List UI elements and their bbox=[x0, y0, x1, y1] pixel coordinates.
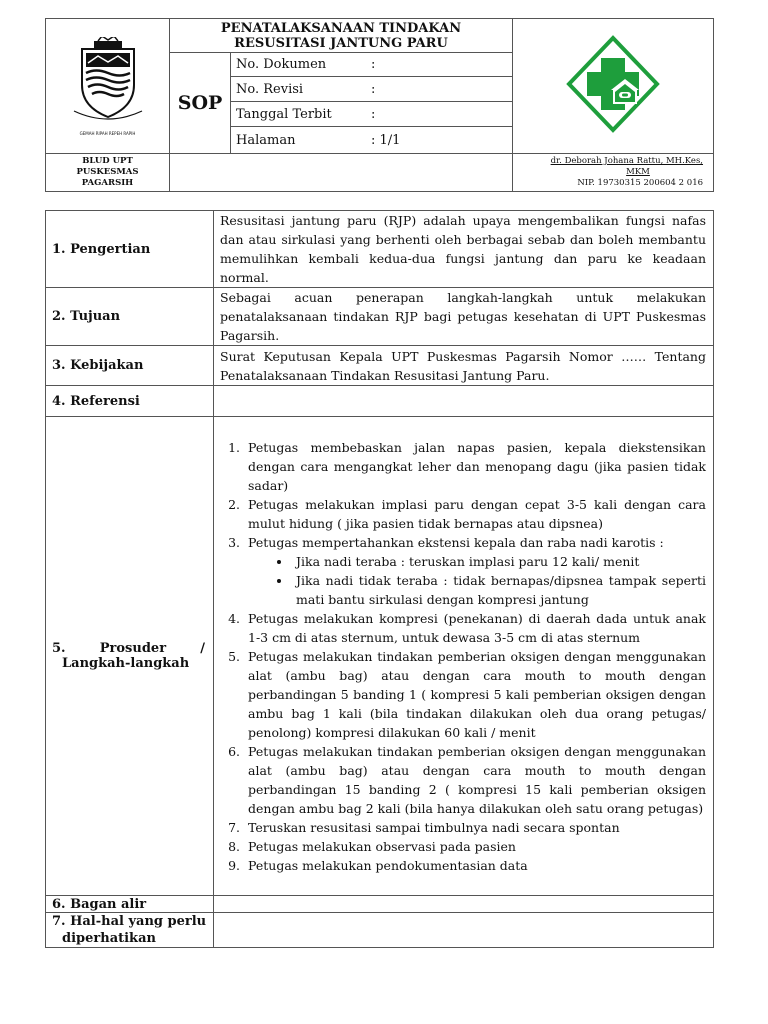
page-row: Halaman : 1/1 bbox=[231, 127, 513, 154]
section-bagan-alir bbox=[46, 896, 714, 913]
list-item: 2. Petugas melakukan implasi paru dengan cepat 3-5 kali dengan cara mulut hidung ( jika pasien tidak bernapas atau dipsnea) bbox=[244, 495, 706, 533]
procedure-steps bbox=[214, 417, 714, 896]
list-item: 5. Petugas melakukan tindakan pemberian oksigen dengan menggunakan alat (ambu bag) atau dengan cara mouth to mouth dengan perbandingan 5 banding 1 ( kompresi 5 kali pemberian oksigen dengan ambu bag 1 kali (bila tindakan dilakukan oleh dua orang petugas/ penolong) kompresi dilakukan 60 kali / menit bbox=[244, 647, 706, 742]
issue-date-row: Tanggal Terbit : bbox=[231, 102, 513, 127]
section-tujuan bbox=[46, 288, 714, 346]
list-item: 1. Petugas membebaskan jalan napas pasien, kepala diekstensikan dengan cara mengangkat leher dan menopang dagu (jika pasien tidak sadar) bbox=[244, 438, 706, 495]
signatory: dr. Deborah Johana Rattu, MH.Kes, MKM NIP. 19730315 200604 2 016 bbox=[513, 154, 714, 192]
sop-header-table bbox=[45, 18, 714, 192]
section-label: 1. Pengertian bbox=[46, 211, 214, 288]
section-label: 3. Kebijakan bbox=[46, 346, 214, 386]
section-label: 4. Referensi bbox=[46, 386, 214, 417]
city-emblem-cell bbox=[46, 19, 170, 154]
list-item: 6. Petugas melakukan tindakan pemberian oksigen dengan menggunakan alat (ambu bag) atau dengan cara mouth to mouth dengan perbandingan 15 banding 2 ( kompresi 15 kali pemberian oksigen dengan ambu bag 2 kali (bila hanya dilakukan oleh satu orang petugas) bbox=[244, 742, 706, 818]
sub-bullet-list bbox=[248, 552, 706, 609]
section-text bbox=[214, 896, 714, 913]
steps-list bbox=[220, 438, 706, 875]
city-emblem-icon bbox=[68, 37, 148, 127]
section-text: Resusitasi jantung paru (RJP) adalah upaya mengembalikan fungsi nafas dan atau sirkulasi yang berhenti oleh berbagai sebab dan boleh membantu memulihkan kembali kedua-dua fungsi jantung dan paru ke keadaan normal. bbox=[214, 211, 714, 288]
section-text: Surat Keputusan Kepala UPT Puskesmas Pagarsih Nomor …… Tentang Penatalaksanaan Tindakan Resusitasi Jantung Paru. bbox=[214, 346, 714, 386]
list-item: 8. Petugas melakukan observasi pada pasien bbox=[244, 837, 706, 856]
section-kebijakan bbox=[46, 346, 714, 386]
revision-row: No. Revisi : bbox=[231, 77, 513, 102]
section-prosedur bbox=[46, 417, 714, 896]
section-text bbox=[214, 913, 714, 948]
section-label: 2. Tujuan bbox=[46, 288, 214, 346]
sop-title: PENATALAKSANAAN TINDAKAN RESUSITASI JANTUNG PARU bbox=[170, 19, 513, 53]
sop-content-table bbox=[45, 210, 714, 948]
blank-footer-cell bbox=[170, 154, 513, 192]
sub-list-item: • Jika nadi teraba : teruskan implasi paru 12 kali/ menit bbox=[292, 552, 706, 571]
section-hal-hal bbox=[46, 913, 714, 948]
puskesmas-logo-icon bbox=[565, 34, 661, 134]
section-label: 5. Prosuder / Langkah-langkah bbox=[46, 417, 214, 896]
organization-name: BLUD UPT PUSKESMAS PAGARSIH bbox=[46, 154, 170, 192]
section-label: 6. Bagan alir bbox=[46, 896, 214, 913]
section-text bbox=[214, 386, 714, 417]
section-text: Sebagai acuan penerapan langkah-langkah untuk melakukan penatalaksanaan tindakan RJP bagi petugas kesehatan di UPT Puskesmas Pagarsih. bbox=[214, 288, 714, 346]
puskesmas-logo-cell bbox=[513, 19, 714, 154]
emblem-caption: GEMAH RIPAH REPEH RAPIH bbox=[79, 130, 136, 136]
doc-number-row: No. Dokumen : bbox=[231, 53, 513, 77]
section-referensi bbox=[46, 386, 714, 417]
list-item: 9. Petugas melakukan pendokumentasian data bbox=[244, 856, 706, 875]
sub-list-item: • Jika nadi tidak teraba : tidak bernapas/dipsnea tampak seperti mati bantu sirkulasi dengan kompresi jantung bbox=[292, 571, 706, 609]
section-pengertian bbox=[46, 211, 714, 288]
list-item: 7. Teruskan resusitasi sampai timbulnya nadi secara spontan bbox=[244, 818, 706, 837]
list-item: 3. Petugas mempertahankan ekstensi kepala dan raba nadi karotis : • Jika nadi teraba : teruskan implasi paru 12 kali/ menit • Jika nadi tidak teraba : tidak bernapas/dipsnea tampak seperti mati bantu sirkulasi dengan kompresi jantung bbox=[244, 533, 706, 609]
sop-label: SOP bbox=[170, 53, 231, 154]
list-item: 4. Petugas melakukan kompresi (penekanan) di daerah dada untuk anak 1-3 cm di atas sternum, untuk dewasa 3-5 cm di atas sternum bbox=[244, 609, 706, 647]
section-label: 7. Hal-hal yang perlu diperhatikan bbox=[46, 913, 214, 948]
